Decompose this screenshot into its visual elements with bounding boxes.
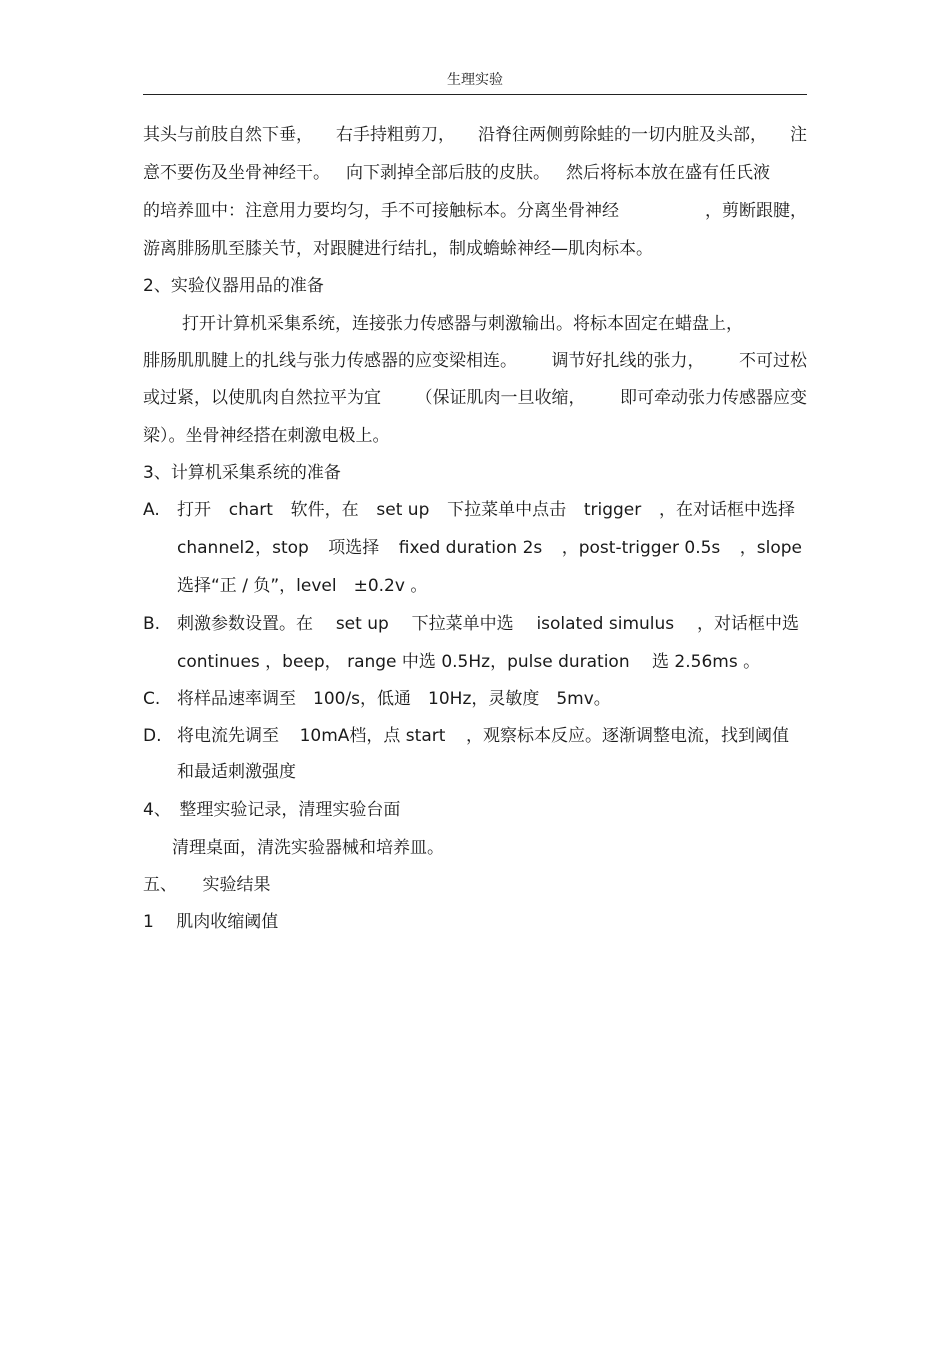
text-span: chart xyxy=(228,500,273,520)
text-span: set up xyxy=(335,614,389,634)
text-span: 10mA档，点 start xyxy=(299,726,446,746)
text-span: 意不要伤及坐骨神经干。 xyxy=(143,163,330,183)
item-a-line1 xyxy=(177,498,795,522)
text-span: 或过紧，以使肌肉自然拉平为宜 xyxy=(143,388,381,408)
item-a-marker: A. xyxy=(143,500,160,520)
text-span: 向下剥掉全部后肢的皮肤。 xyxy=(346,163,550,183)
item-d-line1 xyxy=(177,724,789,748)
text-span: 注 xyxy=(790,125,807,145)
item-a-line2 xyxy=(177,536,802,560)
section2-line2 xyxy=(143,349,807,373)
text-span: ，slope xyxy=(739,538,802,558)
section4-title: 4、 整理实验记录，清理实验台面 xyxy=(143,800,401,820)
section2-line3 xyxy=(143,386,807,410)
text-span: 然后将标本放在盛有任氏液 xyxy=(566,163,770,183)
text-span: 刺激参数设置。在 xyxy=(177,614,313,634)
item-a-line3: 选择“正 / 负”，level ±0.2v 。 xyxy=(177,576,428,596)
item-d-line2: 和最适刺激强度 xyxy=(177,762,296,782)
text-span: 即可牵动张力传感器应变 xyxy=(620,388,807,408)
text-span: ，在对话框中选择 xyxy=(658,500,795,520)
section4-line1: 清理桌面，清洗实验器械和培养皿。 xyxy=(172,838,444,858)
item-b-line1 xyxy=(177,612,799,636)
text-span: 不可过松 xyxy=(739,351,807,371)
section2-line1: 打开计算机采集系统，连接张力传感器与刺激输出。将标本固定在蜡盘上， xyxy=(182,314,743,334)
text-span: 右手持粗剪刀， xyxy=(336,125,455,145)
text-span: 将电流先调至 xyxy=(177,726,279,746)
result1-title: 1 肌肉收缩阈值 xyxy=(143,912,279,932)
text-span: ，post-trigger 0.5s xyxy=(561,538,721,558)
text-span: ，剪断跟腱， xyxy=(705,201,807,221)
text-span: channel2，stop xyxy=(177,538,309,558)
text-span: 调节好扎线的张力， xyxy=(551,351,705,371)
text-span: trigger xyxy=(583,500,642,520)
section2-line4: 梁）。坐骨神经搭在刺激电极上。 xyxy=(143,426,390,446)
para1-line4: 游离腓肠肌至膝关节，对跟腱进行结扎，制成蟾蜍神经—肌肉标本。 xyxy=(143,239,653,259)
para1-line1 xyxy=(143,123,807,147)
item-b-line2: continues ，beep， range 中选 0.5Hz，pulse duration 选 2.56ms 。 xyxy=(177,652,761,672)
text-span: （保证肌肉一旦收缩， xyxy=(415,388,586,408)
header-divider xyxy=(143,94,807,95)
text-span: 下拉菜单中选 xyxy=(411,614,514,634)
section2-title: 2、实验仪器用品的准备 xyxy=(143,276,324,296)
text-span: fixed duration 2s xyxy=(398,538,543,558)
para1-line2 xyxy=(143,161,807,185)
text-span: 下拉菜单中点击 xyxy=(447,500,567,520)
text-span: isolated simulus xyxy=(536,614,675,634)
para1-line3 xyxy=(143,199,807,223)
text-span: 腓肠肌肌腱上的扎线与张力传感器的应变梁相连。 xyxy=(143,351,517,371)
text-span: set up xyxy=(376,500,430,520)
text-span: 的培养皿中：注意用力要均匀，手不可接触标本。分离坐骨神经 xyxy=(143,201,619,221)
section5-title: 五、 实验结果 xyxy=(143,875,271,895)
text-span: 软件，在 xyxy=(290,500,359,520)
item-c-marker: C. xyxy=(143,689,161,709)
text-span: ，对话框中选 xyxy=(696,614,799,634)
page-header-title: 生理实验 xyxy=(447,72,503,88)
item-b-marker: B. xyxy=(143,614,161,634)
text-span: 项选择 xyxy=(328,538,380,558)
item-d-marker: D. xyxy=(143,726,162,746)
text-span: 其头与前肢自然下垂， xyxy=(143,125,313,145)
text-span: 打开 xyxy=(177,500,211,520)
section3-title: 3、计算机采集系统的准备 xyxy=(143,463,341,483)
text-span: ，观察标本反应。逐渐调整电流，找到阈值 xyxy=(465,726,789,746)
item-c-line1: 将样品速率调至 100/s，低通 10Hz，灵敏度 5mv。 xyxy=(177,689,611,709)
text-span: 沿脊往两侧剪除蛙的一切内脏及头部， xyxy=(478,125,767,145)
